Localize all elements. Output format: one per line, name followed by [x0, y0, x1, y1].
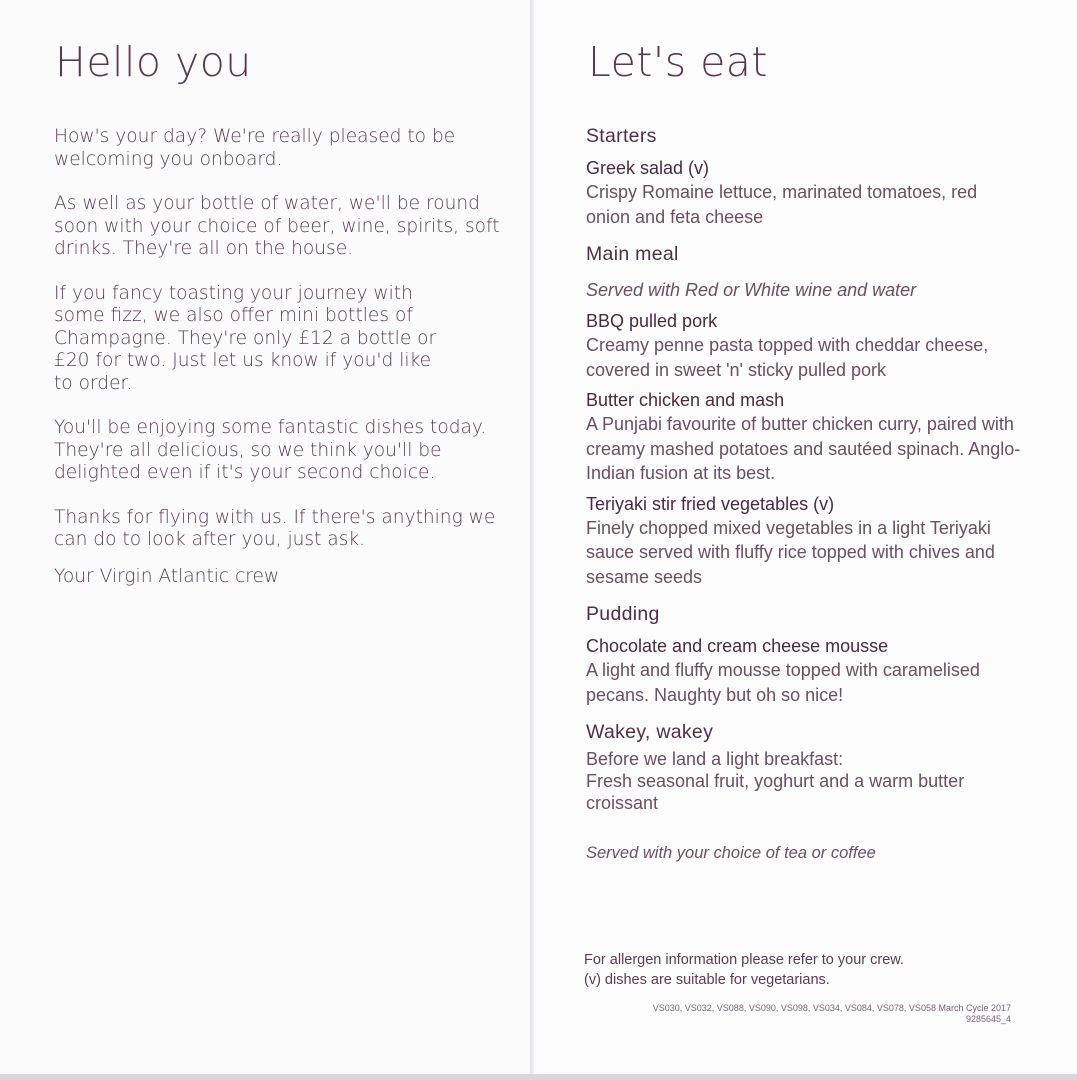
letter-paragraph: If you fancy toasting your journey with some fizz, we also offer mini bottles of Champagne. They're only £12 a bottle or £20 for two. Just let us know if you'd like to order. [54, 282, 437, 394]
vegetarian-note: (v) dishes are suitable for vegetarians. [584, 972, 830, 988]
dish-name: Greek salad (v) [586, 158, 710, 178]
flight-codes [571, 1003, 1011, 1025]
left-page [0, 0, 530, 1074]
dish-description: Creamy penne pasta topped with cheddar cheese, covered in sweet 'n' sticky pulled pork [586, 335, 989, 380]
breakfast-intro: Before we land a light breakfast: [586, 749, 844, 769]
starters-section [586, 125, 1026, 229]
welcome-letter [54, 126, 514, 610]
breakfast-description: Fresh seasonal fruit, yoghurt and a warm butter croissant [586, 771, 965, 813]
letter-signature: Your Virgin Atlantic crew [54, 565, 280, 587]
print-reference: 9285645_4 [965, 1014, 1011, 1024]
section-title: Main meal [586, 243, 679, 265]
flight-code-list: VS030, VS032, VS088, VS090, VS098, VS034, VS084, VS078, VS058 March Cycle 2017 [652, 1003, 1011, 1013]
dish-name: Teriyaki stir fried vegetables (v) [586, 493, 835, 514]
section-note: Served with Red or White wine and water [586, 280, 917, 300]
letter-paragraph: Thanks for flying with us. If there's anything we can do to look after you, just ask. [54, 506, 496, 550]
scan-edge [0, 1074, 1077, 1080]
breakfast-section [586, 721, 1026, 863]
letter-paragraph: As well as your bottle of water, we'll be round soon with your choice of beer, wine, spirits, soft drinks. They're all on the house. [54, 193, 500, 259]
dish-description: Crispy Romaine lettuce, marinated tomatoes, red onion and feta cheese [586, 182, 978, 227]
dish-description: A light and fluffy mousse topped with caramelised pecans. Naughty but oh so nice! [586, 660, 980, 705]
main-meal-section [586, 243, 1026, 589]
menu-heading: Let's eat [588, 38, 769, 86]
letter-paragraph: How's your day? We're really pleased to be welcoming you onboard. [54, 126, 456, 170]
welcome-heading: Hello you [55, 38, 252, 86]
dish-description: A Punjabi favourite of butter chicken curry, paired with creamy mashed potatoes and sautéed spinach. Anglo-Indian fusion at its best. [586, 414, 1021, 483]
section-title: Pudding [586, 603, 660, 625]
menu [586, 125, 1026, 871]
dish-name: BBQ pulled pork [586, 311, 718, 331]
letter-paragraph: You'll be enjoying some fantastic dishes today. They're all delicious, so we think you'll be delighted even if it's your second choice. [54, 417, 487, 483]
dish-description: Finely chopped mixed vegetables in a light Teriyaki sauce served with fluffy rice topped with chives and sesame seeds [586, 517, 995, 587]
allergen-text: For allergen information please refer to your crew. [584, 952, 904, 968]
section-title: Wakey, wakey [586, 721, 714, 743]
section-title: Starters [586, 125, 657, 147]
dish-name: Chocolate and cream cheese mousse [586, 636, 889, 656]
pudding-section [586, 603, 1026, 707]
breakfast-note: Served with your choice of tea or coffee [586, 844, 876, 862]
allergen-info [584, 950, 1024, 990]
dish-name: Butter chicken and mash [586, 390, 785, 410]
